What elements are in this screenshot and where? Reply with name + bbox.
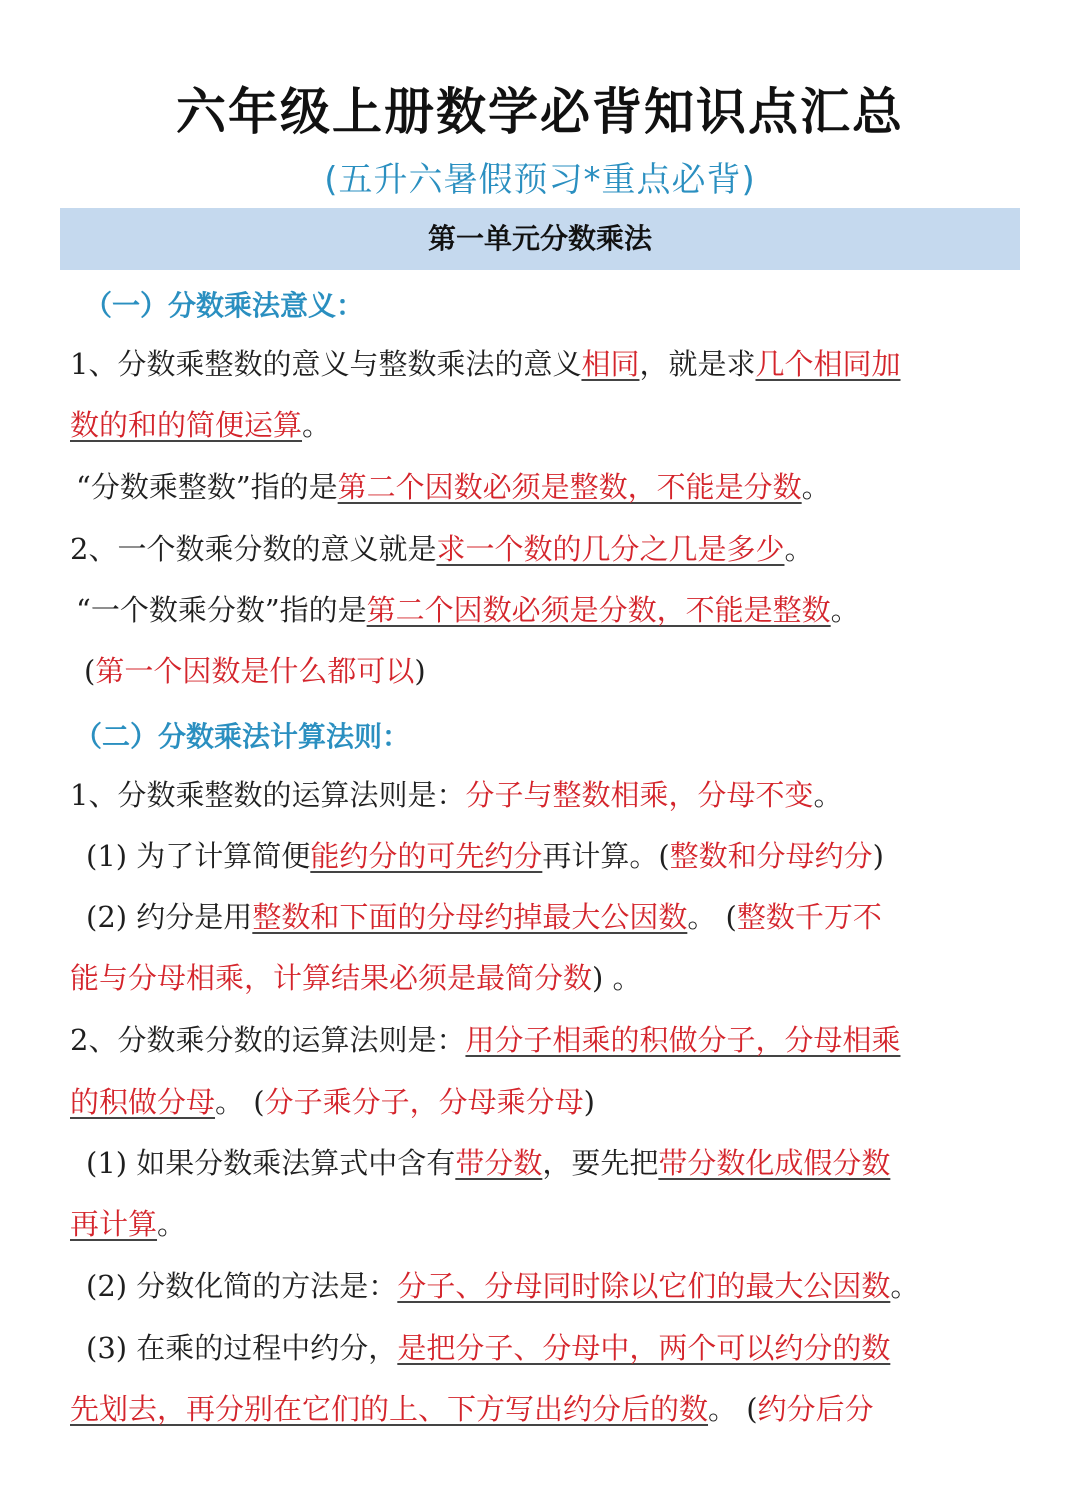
text-line <box>76 590 860 630</box>
text-run: 。 <box>157 1207 187 1241</box>
text-run: 。 <box>784 532 814 566</box>
key-point: 分子、分母同时除以它们的最大公因数 <box>397 1269 891 1303</box>
unit-heading: 第一单元分数乘法 <box>60 208 1020 270</box>
text-line <box>86 1266 919 1306</box>
text-line <box>86 897 882 937</box>
section-heading-meaning: （一）分数乘法意义： <box>84 289 365 322</box>
note-text: 约分后分 <box>757 1392 874 1426</box>
text-line <box>70 775 842 815</box>
text-run: 1、分数乘整数的运算法则是： <box>70 778 466 812</box>
note-text: 整数和分母约分 <box>669 839 873 873</box>
key-point: 用分子相乘的积做分子，分母相乘 <box>465 1023 901 1057</box>
text-run: (2) 分数化简的方法是： <box>86 1269 398 1303</box>
text-run: 再计算。( <box>542 839 670 873</box>
text-line <box>70 1204 186 1244</box>
text-line <box>70 1389 874 1429</box>
text-run: 。 <box>890 1269 920 1303</box>
text-line <box>86 836 884 876</box>
text-run: (1) 为了计算简便 <box>86 839 311 873</box>
text-line <box>86 1328 890 1368</box>
section-heading-rules: （二）分数乘法计算法则： <box>74 720 411 753</box>
key-point: 先划去，再分别在它们的上、下方写出约分后的数 <box>70 1392 709 1426</box>
key-point: 是把分子、分母中，两个可以约分的数 <box>397 1331 891 1365</box>
text-run: (1) 如果分数乘法算式中含有 <box>86 1146 456 1180</box>
key-point: 几个相同加 <box>755 347 901 381</box>
key-point: 整数和下面的分母约掉最大公因数 <box>252 900 688 934</box>
text-run: ) <box>583 1085 595 1119</box>
text-run: 。 ( <box>215 1085 265 1119</box>
note-text: 能与分母相乘，计算结果必须是最简分数 <box>70 961 593 995</box>
text-run: ) <box>414 654 426 688</box>
text-line <box>70 405 331 445</box>
key-point: 相同 <box>581 347 640 381</box>
note-text: 整数千万不 <box>736 900 882 934</box>
text-line <box>84 651 426 691</box>
key-point: 再计算 <box>70 1207 158 1241</box>
note-text: 分子乘分子，分母乘分母 <box>264 1085 584 1119</box>
text-run: 。 <box>830 593 860 627</box>
text-run: ) 。 <box>592 961 642 995</box>
text-run: “分数乘整数”指的是 <box>76 470 338 504</box>
text-run: “一个数乘分数”指的是 <box>76 593 367 627</box>
key-point: 带分数化成假分数 <box>658 1146 891 1180</box>
key-point: 分子与整数相乘，分母不变 <box>465 778 814 812</box>
text-run: ( <box>84 654 96 688</box>
text-line <box>70 958 642 998</box>
text-line <box>70 1082 595 1122</box>
key-point: 第二个因数必须是分数，不能是整数 <box>366 593 831 627</box>
key-point: 能约分的可先约分 <box>310 839 543 873</box>
text-run: ，就是求 <box>639 347 756 381</box>
text-run: 2、一个数乘分数的意义就是 <box>70 532 437 566</box>
text-run: 。 ( <box>687 900 737 934</box>
text-line <box>86 1143 890 1183</box>
text-run: (3) 在乘的过程中约分， <box>86 1331 398 1365</box>
text-run: (2) 约分是用 <box>86 900 253 934</box>
key-point: 的积做分母 <box>70 1085 216 1119</box>
text-run: ，要先把 <box>542 1146 659 1180</box>
text-line <box>76 467 831 507</box>
text-line <box>70 1020 900 1060</box>
key-point: 带分数 <box>455 1146 543 1180</box>
note-text: 第一个因数是什么都可以 <box>95 654 415 688</box>
text-run: 。 <box>813 778 843 812</box>
text-run: 。 <box>302 408 332 442</box>
page-subtitle: (五升六暑假预习*重点必背) <box>324 160 756 200</box>
key-point: 求一个数的几分之几是多少 <box>436 532 785 566</box>
text-line <box>70 529 813 569</box>
text-run: 。 <box>801 470 831 504</box>
text-run: ) <box>872 839 884 873</box>
key-point: 第二个因数必须是整数，不能是分数 <box>337 470 802 504</box>
text-line <box>70 344 901 384</box>
text-run: 2、分数乘分数的运算法则是： <box>70 1023 466 1057</box>
text-run: 1、分数乘整数的意义与整数乘法的意义 <box>70 347 582 381</box>
text-run: 。 ( <box>708 1392 758 1426</box>
key-point: 数的和的简便运算 <box>70 408 303 442</box>
page-title: 六年级上册数学必背知识点汇总 <box>176 83 904 141</box>
